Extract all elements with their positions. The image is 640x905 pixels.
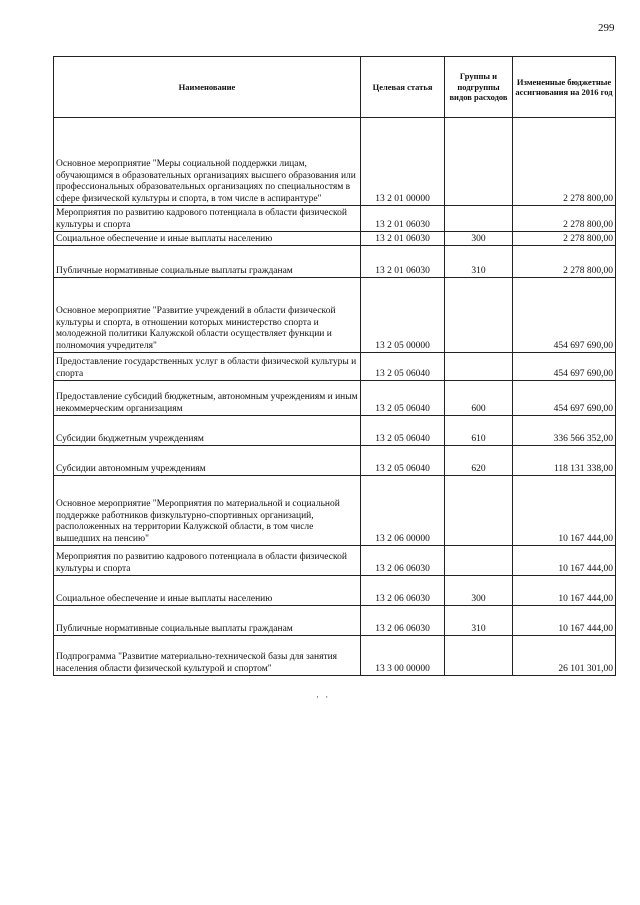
row-name: Субсидии бюджетным учреждениям — [54, 416, 361, 446]
row-name: Основное мероприятие "Меры социальной поддержки лицам, обучающимся в образовательных организациях высшего образования или профессиональных образовательных организациях по специальностям в сфере физической культуры и спорта, в том числе в аспирантуре" — [54, 118, 361, 206]
row-sum: 10 167 444,00 — [513, 606, 616, 636]
table-row — [54, 278, 616, 353]
header-group: Группы и подгруппы видов расходов — [445, 57, 513, 118]
row-name: Публичные нормативные социальные выплаты гражданам — [54, 606, 361, 636]
row-name: Предоставление субсидий бюджетным, автономным учреждениям и иным некоммерческим организациям — [54, 381, 361, 416]
row-code: 13 2 05 06040 — [361, 416, 445, 446]
row-code: 13 2 01 06030 — [361, 206, 445, 232]
table-row — [54, 353, 616, 381]
scan-mark: · · — [316, 692, 331, 702]
row-code: 13 2 06 00000 — [361, 476, 445, 546]
row-code: 13 2 06 06030 — [361, 606, 445, 636]
row-sum: 26 101 301,00 — [513, 636, 616, 676]
table-row — [54, 118, 616, 206]
row-sum: 2 278 800,00 — [513, 232, 616, 246]
row-code: 13 2 06 06030 — [361, 546, 445, 576]
row-group: 300 — [445, 232, 513, 246]
row-code: 13 3 00 00000 — [361, 636, 445, 676]
row-group — [445, 476, 513, 546]
row-group: 310 — [445, 606, 513, 636]
row-sum: 2 278 800,00 — [513, 118, 616, 206]
row-sum: 10 167 444,00 — [513, 476, 616, 546]
table-row — [54, 232, 616, 246]
row-name: Основное мероприятие "Развитие учреждений в области физической культуры и спорта, в отношении которых министерство спорта и молодежной политики Калужской области осуществляет функции и полномочия учредителя" — [54, 278, 361, 353]
row-sum: 2 278 800,00 — [513, 206, 616, 232]
table-row — [54, 636, 616, 676]
row-name: Предоставление государственных услуг в области физической культуры и спорта — [54, 353, 361, 381]
row-code: 13 2 06 06030 — [361, 576, 445, 606]
table-row — [54, 446, 616, 476]
table-row — [54, 416, 616, 446]
row-group: 610 — [445, 416, 513, 446]
row-group — [445, 278, 513, 353]
row-name: Основное мероприятие "Мероприятия по материальной и социальной поддержке работников физкультурно-спортивных организаций, расположенных на территории Калужской области, в том числе вышедших на пенсию" — [54, 476, 361, 546]
row-code: 13 2 01 06030 — [361, 246, 445, 278]
row-sum: 118 131 338,00 — [513, 446, 616, 476]
row-sum: 10 167 444,00 — [513, 546, 616, 576]
row-name: Мероприятия по развитию кадрового потенциала в области физической культуры и спорта — [54, 546, 361, 576]
header-sum: Измененные бюджетные ассигнования на 2016 год — [513, 57, 616, 118]
row-name: Подпрограмма "Развитие материально-технической базы для занятия населения области физической культурой и спортом" — [54, 636, 361, 676]
row-group — [445, 206, 513, 232]
table-row — [54, 246, 616, 278]
row-name: Социальное обеспечение и иные выплаты населению — [54, 576, 361, 606]
row-group — [445, 353, 513, 381]
row-code: 13 2 05 06040 — [361, 446, 445, 476]
table-row — [54, 546, 616, 576]
row-group: 300 — [445, 576, 513, 606]
row-group: 620 — [445, 446, 513, 476]
row-group: 600 — [445, 381, 513, 416]
row-code: 13 2 05 00000 — [361, 278, 445, 353]
row-name: Мероприятия по развитию кадрового потенциала в области физической культуры и спорта — [54, 206, 361, 232]
row-sum: 454 697 690,00 — [513, 278, 616, 353]
row-name: Субсидии автономным учреждениям — [54, 446, 361, 476]
row-code: 13 2 05 06040 — [361, 381, 445, 416]
row-name: Публичные нормативные социальные выплаты гражданам — [54, 246, 361, 278]
row-code: 13 2 01 00000 — [361, 118, 445, 206]
row-sum: 336 566 352,00 — [513, 416, 616, 446]
row-sum: 454 697 690,00 — [513, 353, 616, 381]
row-name: Социальное обеспечение и иные выплаты населению — [54, 232, 361, 246]
row-code: 13 2 05 06040 — [361, 353, 445, 381]
row-sum: 10 167 444,00 — [513, 576, 616, 606]
table-row — [54, 606, 616, 636]
row-sum: 2 278 800,00 — [513, 246, 616, 278]
table-row — [54, 381, 616, 416]
row-group — [445, 118, 513, 206]
table-row — [54, 476, 616, 546]
budget-table — [53, 56, 616, 676]
row-group — [445, 636, 513, 676]
row-code: 13 2 01 06030 — [361, 232, 445, 246]
page-number: 299 — [598, 22, 615, 34]
table-row — [54, 576, 616, 606]
row-group: 310 — [445, 246, 513, 278]
row-sum: 454 697 690,00 — [513, 381, 616, 416]
row-group — [445, 546, 513, 576]
table-row — [54, 206, 616, 232]
header-name: Наименование — [54, 57, 361, 118]
table-header-row — [54, 57, 616, 118]
header-code: Целевая статья — [361, 57, 445, 118]
